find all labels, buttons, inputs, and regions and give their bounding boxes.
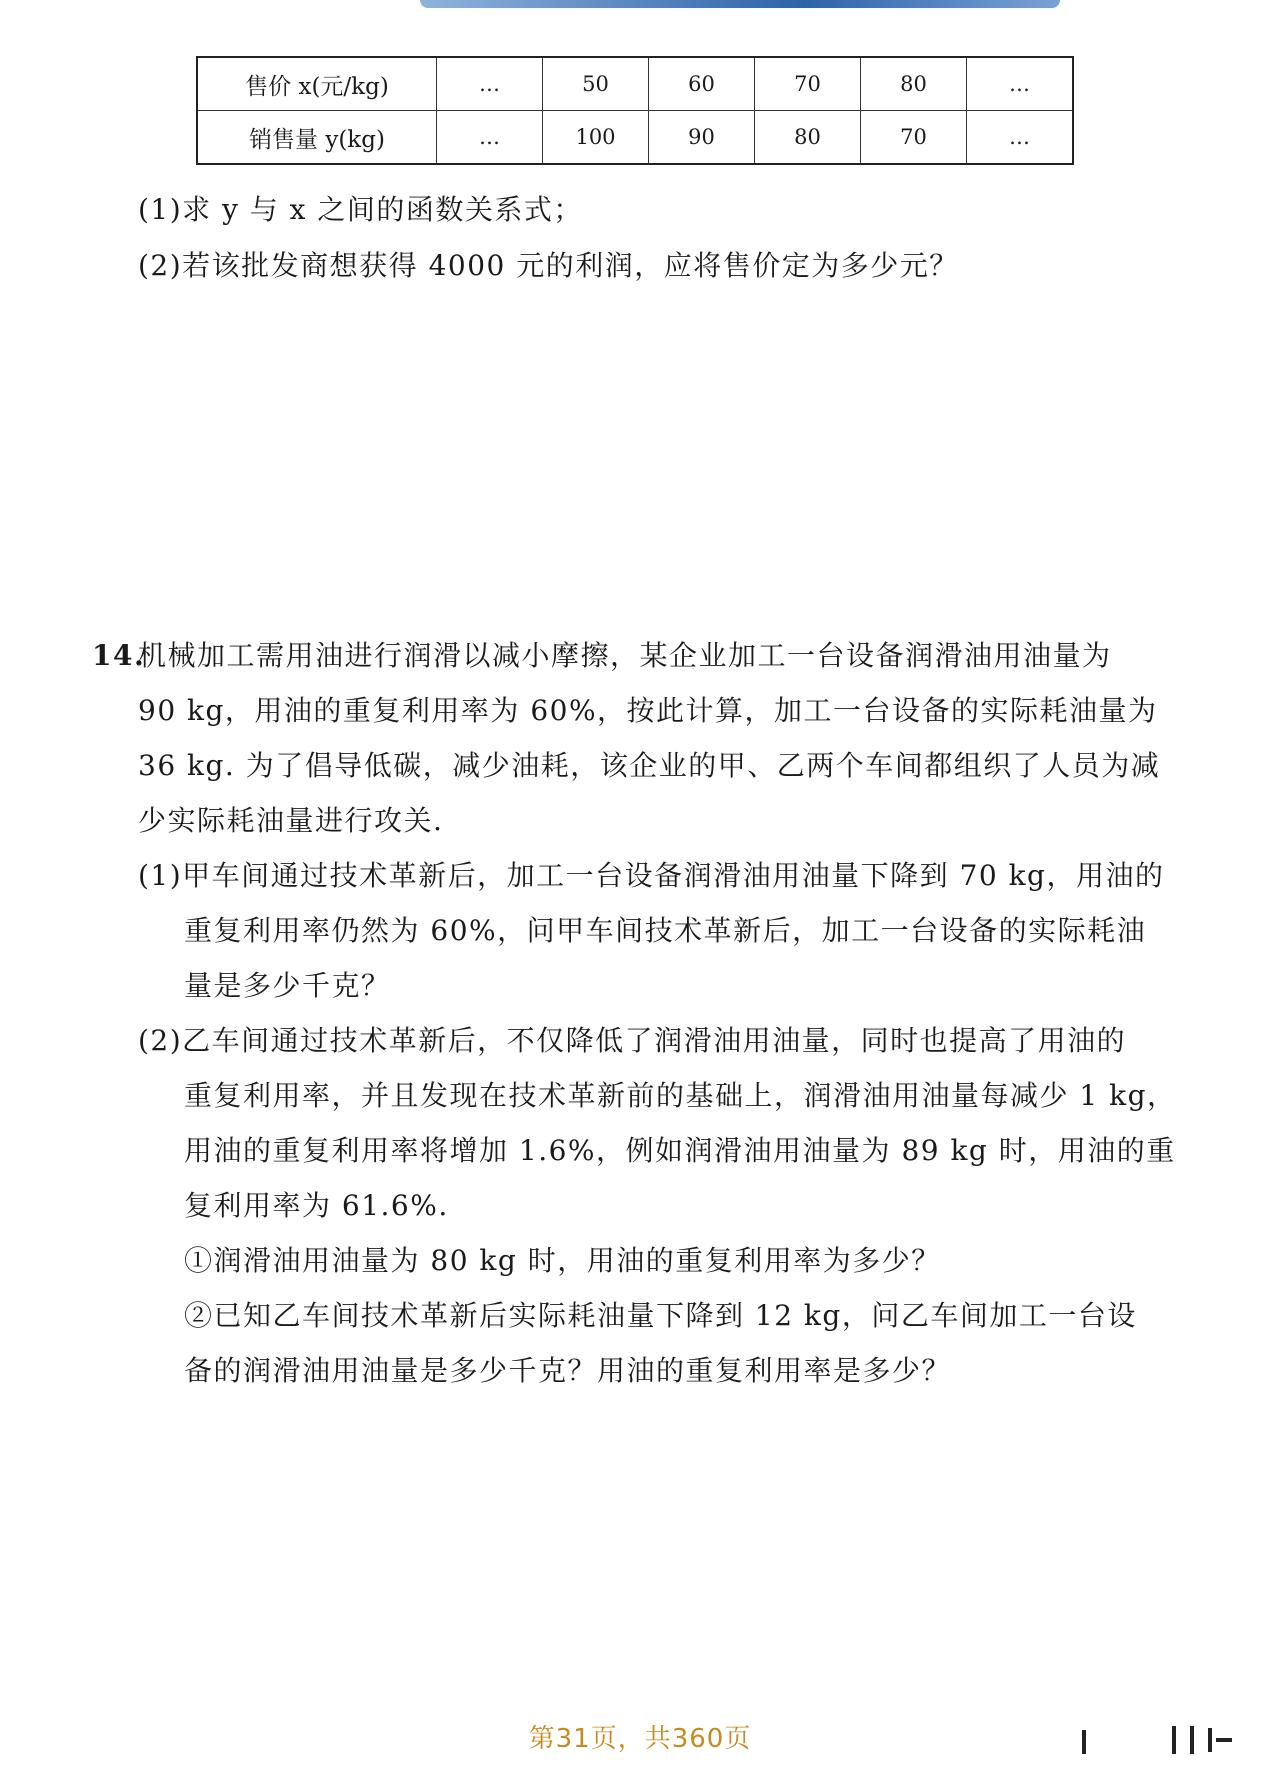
table-cell: 销售量 y(kg) — [197, 111, 437, 165]
q14-sub2-line: ②已知乙车间技术革新后实际耗油量下降到 12 kg，问乙车间加工一台设 — [184, 1299, 1137, 1332]
q14-part2-line: (2)乙车间通过技术革新后，不仅降低了润滑油用油量，同时也提高了用油的 — [138, 1024, 1127, 1057]
table-cell: 100 — [543, 111, 649, 165]
page-indicator: 第31页，共360页 — [528, 1724, 752, 1754]
q14-part1-line: 量是多少千克？ — [184, 969, 391, 1002]
q14-stem-line: 36 kg. 为了倡导低碳，减少油耗，该企业的甲、乙两个车间都组织了人员为减 — [138, 749, 1161, 782]
bar-icon — [1190, 1726, 1194, 1754]
table-row — [197, 111, 1073, 165]
table-cell: … — [967, 111, 1074, 165]
table-cell: 90 — [649, 111, 755, 165]
table-cell: 50 — [543, 57, 649, 111]
viewer-controls[interactable] — [1040, 1722, 1240, 1762]
table-row — [197, 57, 1073, 111]
q14-stem-line: 少实际耗油量进行攻关. — [138, 804, 444, 837]
table-cell: 80 — [755, 111, 861, 165]
q13-part2: (2)若该批发商想获得 4000 元的利润，应将售价定为多少元？ — [138, 249, 959, 282]
table-cell: 60 — [649, 57, 755, 111]
bar-icon — [1216, 1738, 1232, 1742]
table-cell: 80 — [861, 57, 967, 111]
table-cell: … — [437, 57, 543, 111]
q14-part1-line: 重复利用率仍然为 60%，问甲车间技术革新后，加工一台设备的实际耗油 — [184, 914, 1147, 947]
table-cell: 售价 x(元/kg) — [197, 57, 437, 111]
bar-icon — [1172, 1726, 1176, 1754]
q13-part1: (1)求 y 与 x 之间的函数关系式； — [138, 193, 583, 226]
header-decoration — [420, 0, 1060, 8]
q14-stem-line: 机械加工需用油进行润滑以减小摩擦，某企业加工一台设备润滑油用油量为 — [138, 639, 1112, 672]
q14-part2-line: 用油的重复利用率将增加 1.6%，例如润滑油用油量为 89 kg 时，用油的重 — [184, 1134, 1176, 1167]
table-cell: 70 — [755, 57, 861, 111]
table-cell: … — [437, 111, 543, 165]
q14-part2-line: 复利用率为 61.6%. — [184, 1189, 449, 1222]
q14-stem-line: 90 kg，用油的重复利用率为 60%，按此计算，加工一台设备的实际耗油量为 — [138, 694, 1158, 727]
q14-number: 14. — [92, 639, 146, 672]
bar-icon — [1082, 1730, 1086, 1754]
table-cell: 70 — [861, 111, 967, 165]
q14-sub2-line: 备的润滑油用油量是多少千克？用油的重复利用率是多少？ — [184, 1354, 952, 1387]
q14-part1-line: (1)甲车间通过技术革新后，加工一台设备润滑油用油量下降到 70 kg，用油的 — [138, 859, 1165, 892]
q14-part2-line: 重复利用率，并且发现在技术革新前的基础上，润滑油用油量每减少 1 kg， — [184, 1079, 1177, 1112]
table-cell: … — [967, 57, 1074, 111]
price-sales-table — [196, 56, 1074, 165]
bar-icon — [1208, 1728, 1212, 1752]
q14-sub1: ①润滑油用油量为 80 kg 时，用油的重复利用率为多少？ — [184, 1244, 941, 1277]
